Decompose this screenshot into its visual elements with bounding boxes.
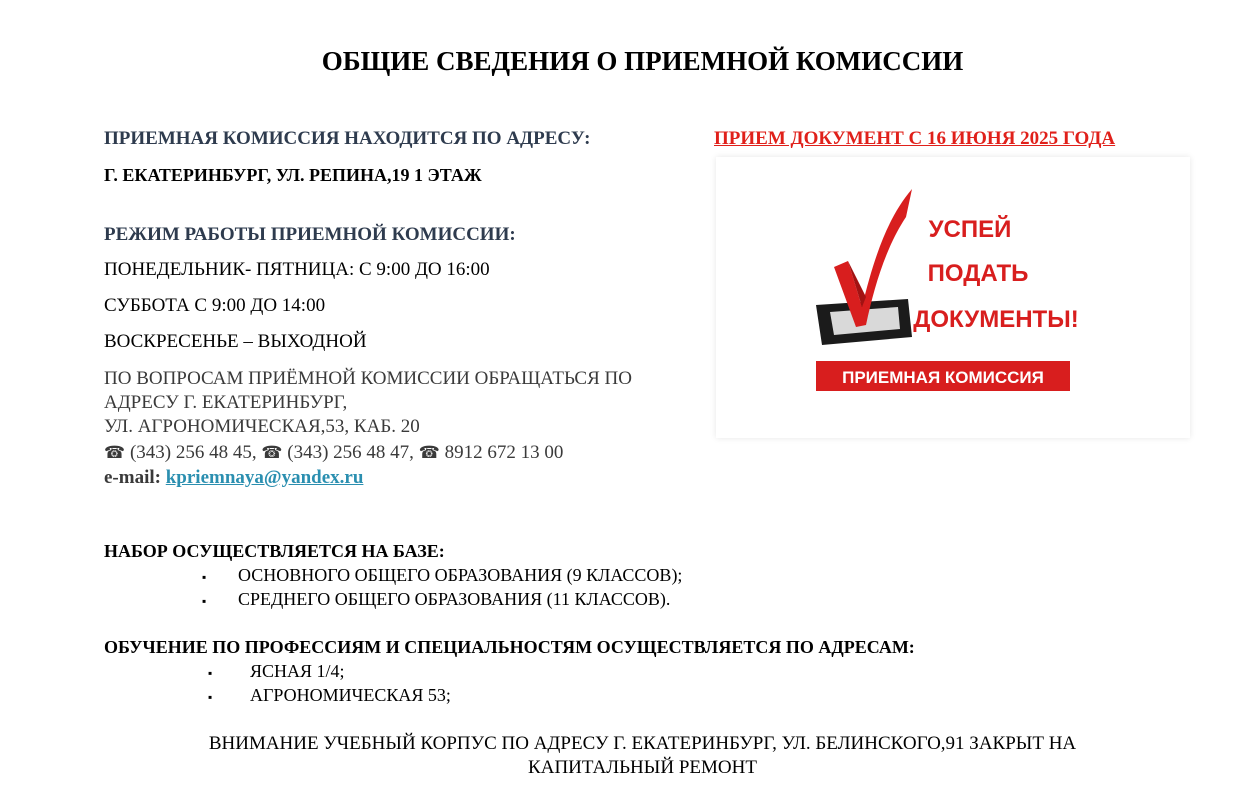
list-item xyxy=(208,661,345,682)
phone-number-1[interactable]: (343) 256 48 45, xyxy=(129,442,257,463)
notice-line-2: КАПИТАЛЬНЫЙ РЕМОНТ xyxy=(528,757,757,778)
phone-line xyxy=(104,442,563,464)
address-heading: ПРИЕМНАЯ КОМИССИЯ НАХОДИТСЯ ПО АДРЕСУ: xyxy=(104,128,591,149)
list-item xyxy=(202,565,682,586)
phone-icon: ☎ xyxy=(104,443,126,463)
enrollment-heading: НАБОР ОСУЩЕСТВЛЯЕТСЯ НА БАЗЕ: xyxy=(104,541,445,561)
phone-number-3[interactable]: 8912 672 13 00 xyxy=(444,442,564,463)
contact-line-2: АДРЕСУ Г. ЕКАТЕРИНБУРГ, xyxy=(104,392,348,413)
bullet-icon: ▪ xyxy=(208,690,213,704)
list-item xyxy=(208,685,451,706)
announcement-heading: ПРИЕМ ДОКУМЕНТ С 16 ИЮНЯ 2025 ГОДА xyxy=(714,128,1116,149)
phone-icon: ☎ xyxy=(418,443,440,463)
contact-line-1: ПО ВОПРОСАМ ПРИЁМНОЙ КОМИССИИ ОБРАЩАТЬСЯ ПО xyxy=(104,368,632,389)
schedule-heading: РЕЖИМ РАБОТЫ ПРИЕМНОЙ КОМИССИИ: xyxy=(104,224,516,245)
banner-image xyxy=(716,157,1190,438)
bullet-icon: ▪ xyxy=(208,666,213,680)
schedule-weekdays: ПОНЕДЕЛЬНИК- ПЯТНИЦА: С 9:00 ДО 16:00 xyxy=(104,259,490,280)
contact-line-3: УЛ. АГРОНОМИЧЕСКАЯ,53, КАБ. 20 xyxy=(104,416,420,437)
training-heading: ОБУЧЕНИЕ ПО ПРОФЕССИЯМ И СПЕЦИАЛЬНОСТЯМ ОСУЩЕСТВЛЯЕТСЯ ПО АДРЕСАМ: xyxy=(104,637,915,657)
bullet-icon: ▪ xyxy=(202,570,207,584)
phone-icon: ☎ xyxy=(261,443,283,463)
list-item-label: ЯСНАЯ 1/4; xyxy=(250,661,345,681)
notice-line-1: ВНИМАНИЕ УЧЕБНЫЙ КОРПУС ПО АДРЕСУ Г. ЕКАТЕРИНБУРГ, УЛ. БЕЛИНСКОГО,91 ЗАКРЫТ НА xyxy=(208,733,1077,754)
bullet-icon: ▪ xyxy=(202,594,207,608)
schedule-saturday: СУББОТА С 9:00 ДО 14:00 xyxy=(104,295,326,316)
banner-line-3: ДОКУМЕНТЫ! xyxy=(913,306,1079,333)
phone-number-2[interactable]: (343) 256 48 47, xyxy=(287,442,414,463)
banner-line-2: ПОДАТЬ xyxy=(927,260,1029,287)
list-item-label: ОСНОВНОГО ОБЩЕГО ОБРАЗОВАНИЯ (9 КЛАССОВ); xyxy=(238,565,683,585)
list-item xyxy=(202,589,670,610)
address-value: Г. ЕКАТЕРИНБУРГ, УЛ. РЕПИНА,19 1 ЭТАЖ xyxy=(104,165,482,185)
email-line xyxy=(104,467,363,489)
email-link[interactable]: kpriemnaya@yandex.ru xyxy=(165,467,364,488)
schedule-sunday: ВОСКРЕСЕНЬЕ – ВЫХОДНОЙ xyxy=(104,331,367,352)
page-title: ОБЩИЕ СВЕДЕНИЯ О ПРИЕМНОЙ КОМИССИИ xyxy=(321,46,964,76)
banner-strip-text: ПРИЕМНАЯ КОМИССИЯ xyxy=(842,368,1044,387)
email-label: e-mail: xyxy=(104,467,161,488)
checkmark-banner-graphic xyxy=(716,157,1190,438)
list-item-label: АГРОНОМИЧЕСКАЯ 53; xyxy=(250,685,451,705)
list-item-label: СРЕДНЕГО ОБЩЕГО ОБРАЗОВАНИЯ (11 КЛАССОВ). xyxy=(238,589,671,609)
banner-line-1: УСПЕЙ xyxy=(928,216,1012,243)
